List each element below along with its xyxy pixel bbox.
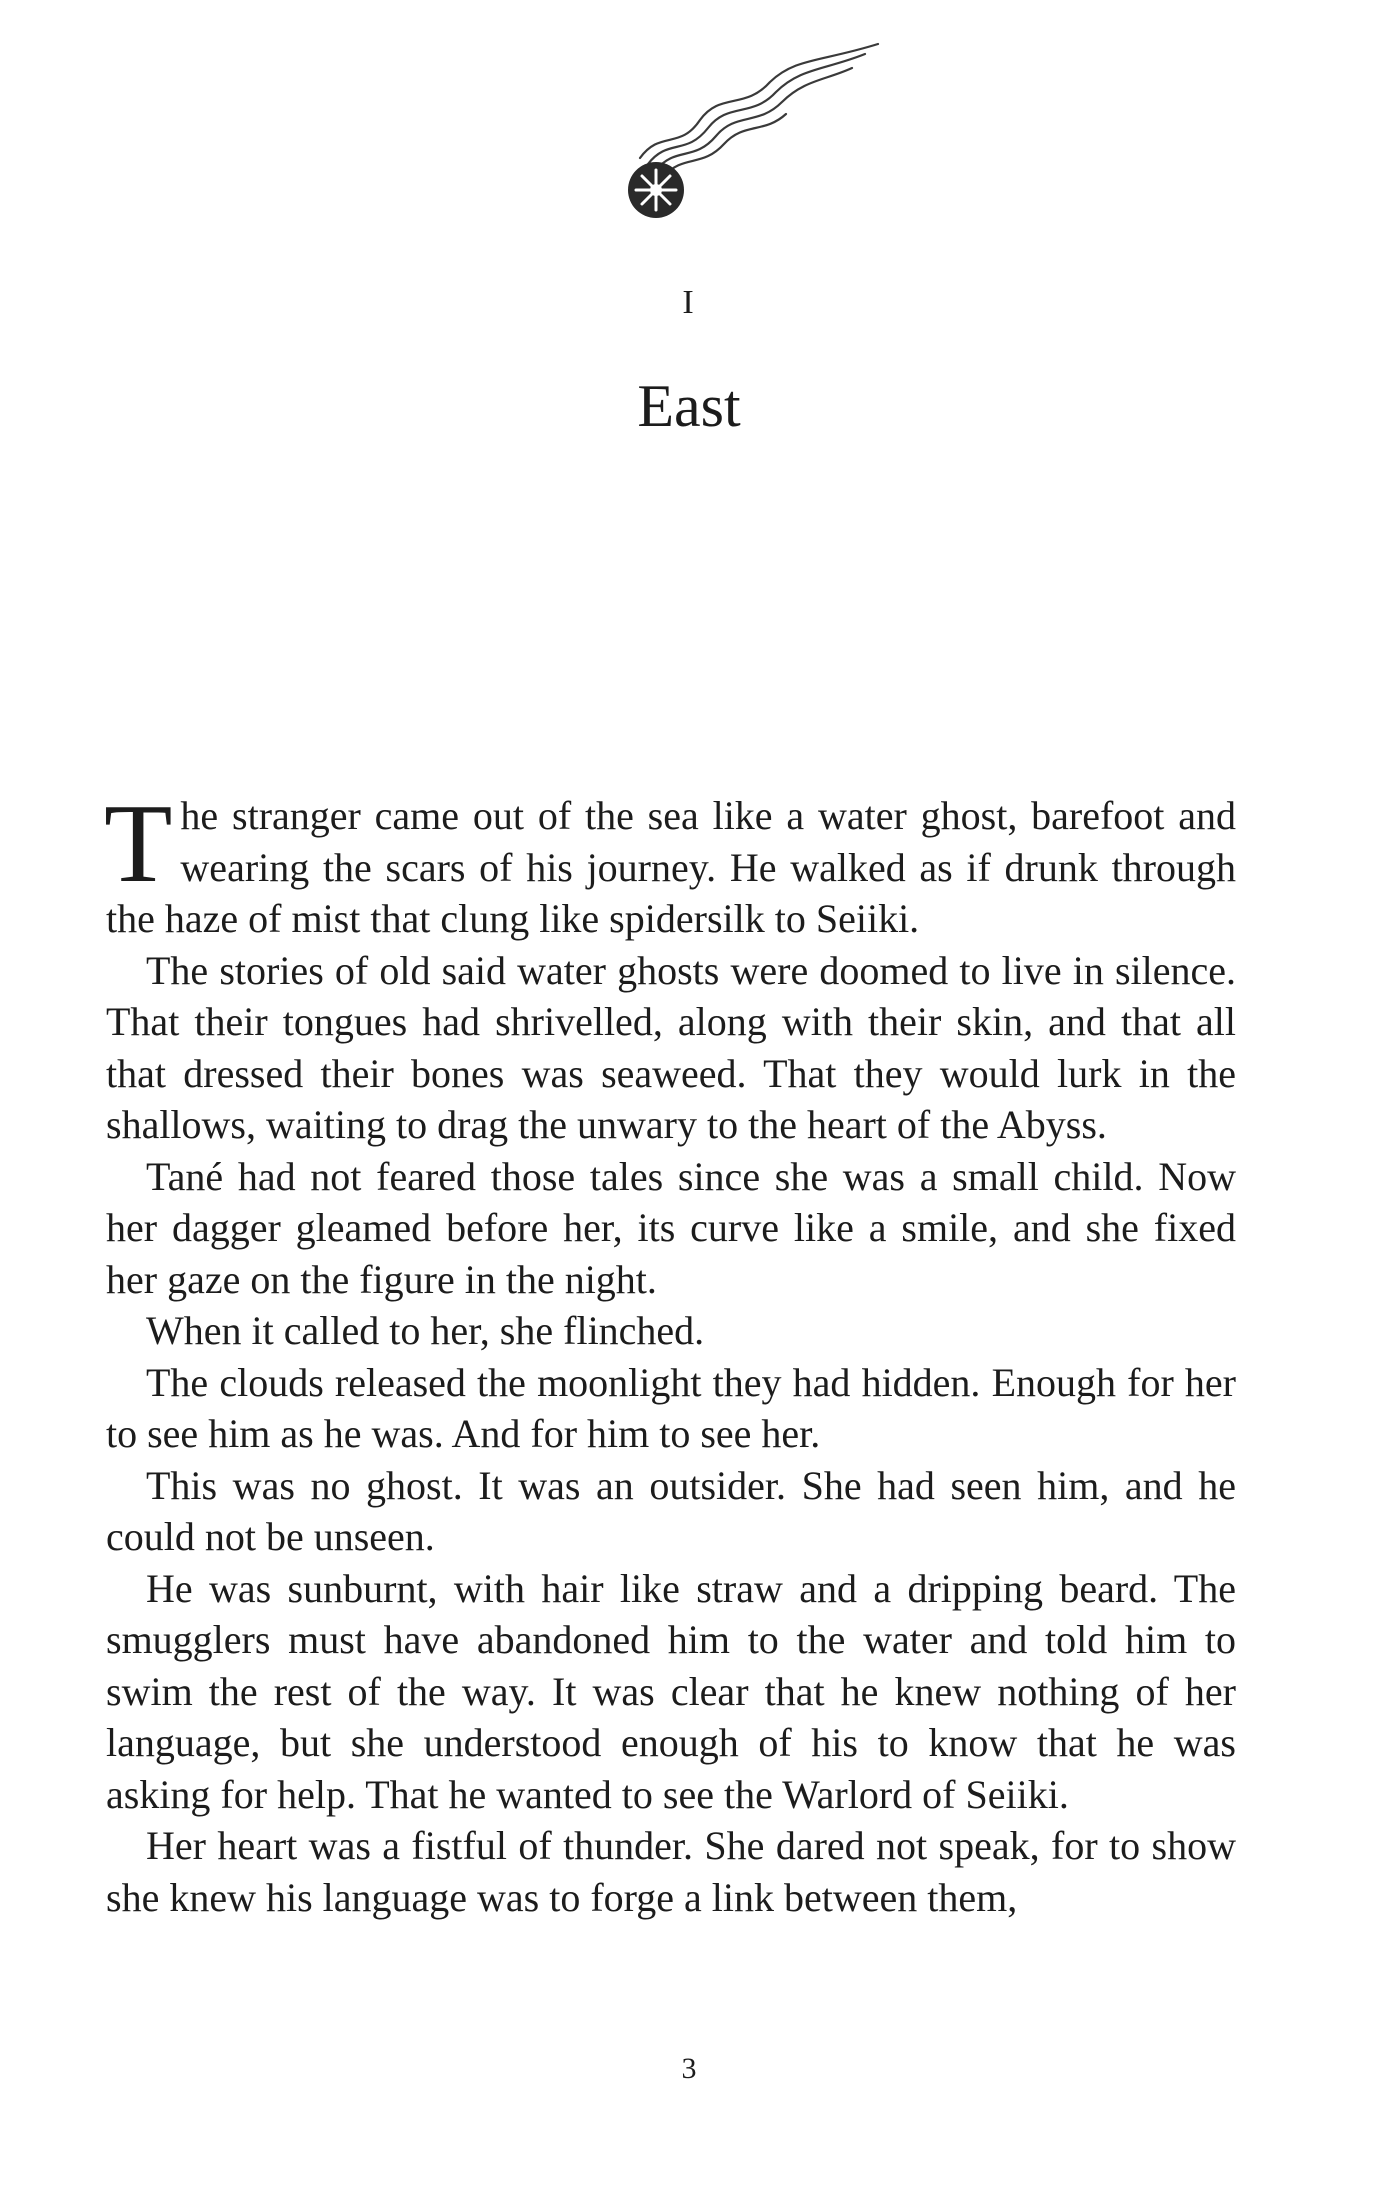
falling-star-icon [620,40,900,250]
paragraph: When it called to her, she flinched. [146,1308,705,1353]
paragraph: This was no ghost. It was an outsider. She had seen him, and he could not be unseen. [106,1462,1236,1559]
chapter-title: East [637,373,741,439]
chapter-body [104,782,1236,1923]
paragraph: The clouds released the moonlight they had hidden. Enough for her to see him as he was. And for him to see her. [106,1359,1236,1456]
page-number: 3 [681,2052,697,2085]
paragraph: He was sunburnt, with hair like straw and a dripping beard. The smugglers must have abandoned him to the water and told him to swim the rest of the way. It was clear that he knew nothing of her language, but she understood enough of his to know that he was asking for help. That he wanted to see the Warlord of Seiiki. [106,1565,1236,1817]
chapter-number: I [682,284,696,321]
paragraph-text: he stranger came out of the sea like a water ghost, barefoot and wearing the scars of his journey. He walked as if drunk through the haze of mist that clung like spidersilk to Seiiki. [106,793,1236,941]
paragraph: The stories of old said water ghosts were doomed to live in silence. That their tongues had shrivelled, along with their skin, and that all that dressed their bones was seaweed. That they would lurk in the shallows, waiting to drag the unwary to the heart of the Abyss. [106,947,1236,1147]
drop-cap: T [104,782,173,906]
paragraph [104,782,1236,945]
paragraph: Her heart was a fistful of thunder. She dared not speak, for to show she knew his language was to forge a link between them, [106,1823,1236,1920]
paragraph: Tané had not feared those tales since she was a small child. Now her dagger gleamed before her, its curve like a smile, and she fixed her gaze on the figure in the night. [106,1153,1236,1302]
